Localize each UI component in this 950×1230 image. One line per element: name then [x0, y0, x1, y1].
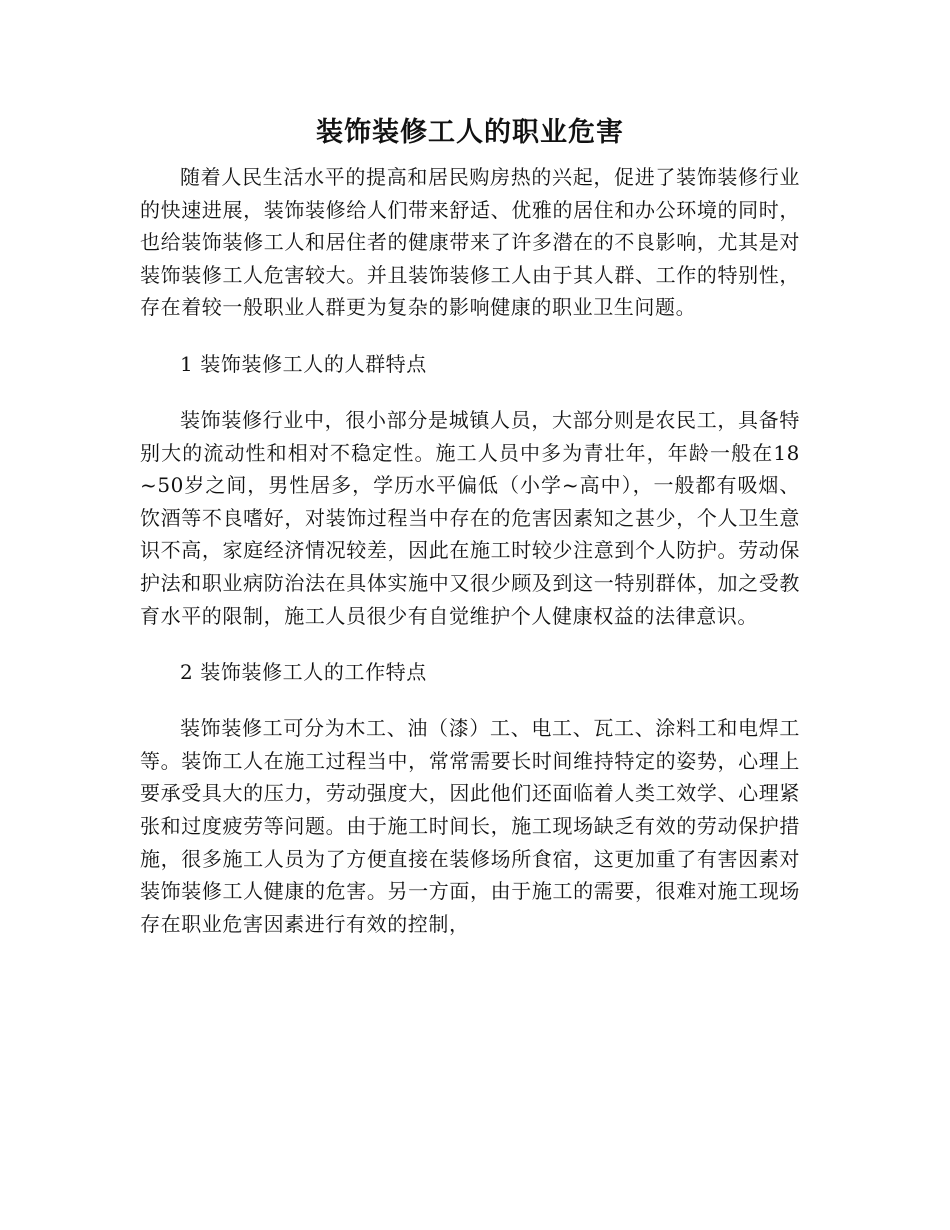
- section-body-population: 装饰装修行业中，很小部分是城镇人员，大部分则是农民工，具备特别大的流动性和相对不稳定性。施工人员中多为青壮年，年龄一般在18~50岁之间，男性居多，学历水平偏低（小学~高中），一般都有吸烟、饮酒等不良嗜好，对装饰过程当中存在的危害因素知之甚少，个人卫生意识不高，家庭经济情况较差，因此在施工时较少注意到个人防护。劳动保护法和职业病防治法在具体实施中又很少顾及到这一特别群体，加之受教育水平的限制，施工人员很少有自觉维护个人健康权益的法律意识。: [140, 407, 800, 628]
- document-title: 装饰装修工人的职业危害: [316, 117, 624, 148]
- section-heading-work: 2 装饰装修工人的工作特点: [180, 660, 427, 685]
- section-heading-population: 1 装饰装修工人的人群特点: [180, 351, 427, 376]
- section-body-work: 装饰装修工可分为木工、油（漆）工、电工、瓦工、涂料工和电焊工等。装饰工人在施工过程当中，常常需要长时间维持特定的姿势，心理上要承受具大的压力，劳动强度大，因此他们还面临着人类工效学、心理紧张和过度疲劳等问题。由于施工时间长，施工现场缺乏有效的劳动保护措施，很多施工人员为了方便直接在装修场所食宿，这更加重了有害因素对装饰装修工人健康的危害。另一方面，由于施工的需要，很难对施工现场存在职业危害因素进行有效的控制，: [140, 716, 800, 936]
- intro-paragraph: 随着人民生活水平的提高和居民购房热的兴起，促进了装饰装修行业的快速进展，装饰装修给人们带来舒适、优雅的居住和办公环境的同时，也给装饰装修工人和居住者的健康带来了许多潜在的不良影响，尤其是对装饰装修工人危害较大。并且装饰装修工人由于其人群、工作的特别性，存在着较一般职业人群更为复杂的影响健康的职业卫生问题。: [140, 165, 800, 320]
